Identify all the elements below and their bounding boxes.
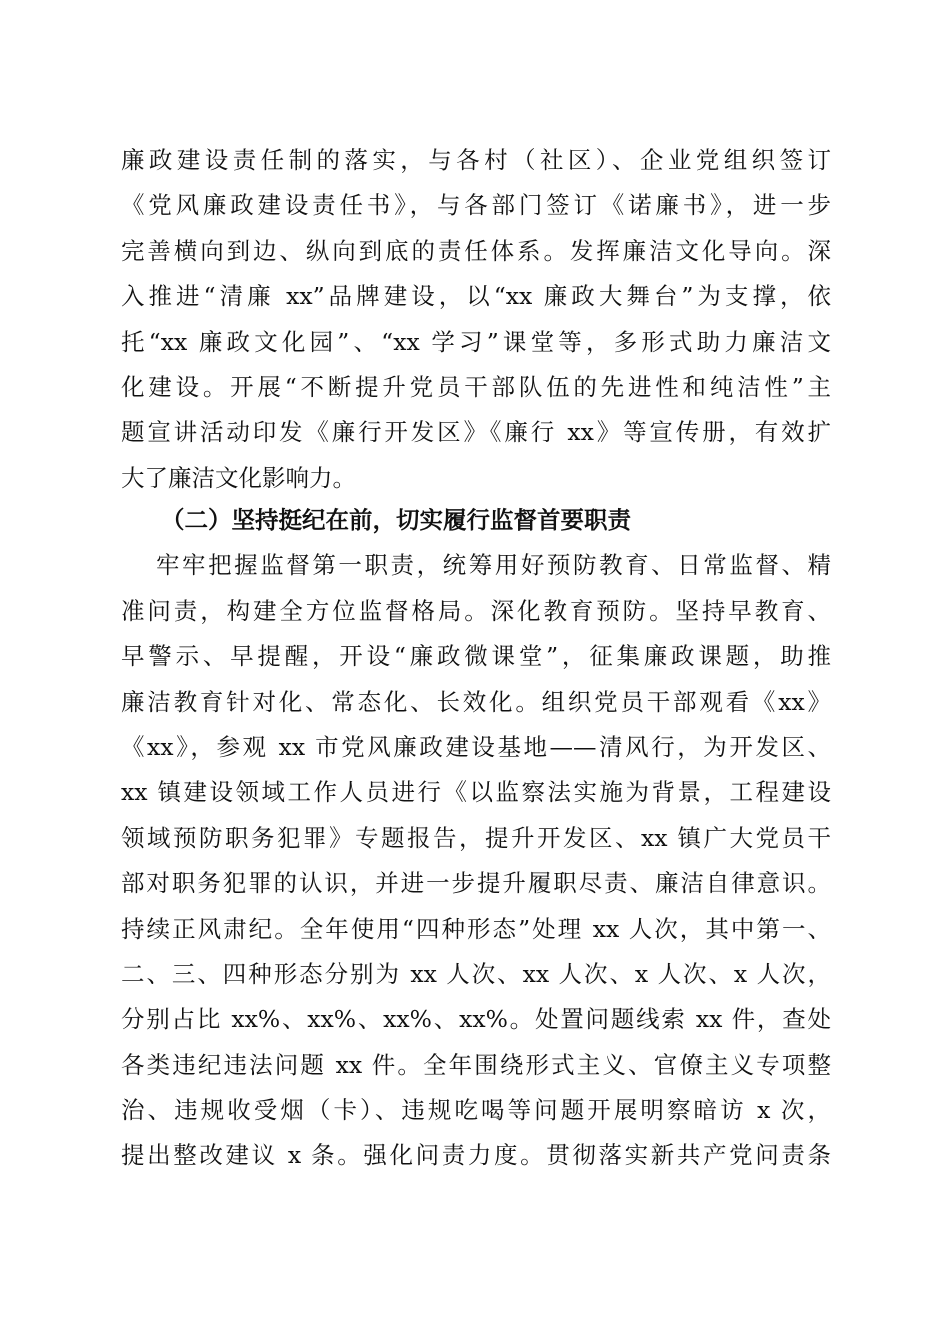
text-line: 二、三、四种形态分别为 xx 人次、xx 人次、x 人次、x 人次，	[121, 959, 831, 988]
section-heading: （二）坚持挺纪在前，切实履行监督首要职责	[161, 506, 631, 534]
text-line: 完善横向到边、纵向到底的责任体系。发挥廉洁文化导向。深	[121, 236, 831, 265]
text-line: 廉政建设责任制的落实，与各村（社区）、企业党组织签订	[121, 146, 831, 174]
text-line: 题宣讲活动印发《廉行开发区》《廉行 xx》等宣传册，有效扩	[121, 418, 831, 447]
text-line: 早警示、早提醒，开设“廉政微课堂”，征集廉政课题，助推	[121, 642, 831, 671]
text-line: 分别占比 xx%、xx%、xx%、xx%。处置问题线索 xx 件，查处	[121, 1005, 831, 1034]
text-line: 《党风廉政建设责任书》，与各部门签订《诺廉书》，进一步	[121, 191, 831, 220]
text-line: xx 镇建设领域工作人员进行《以监察法实施为背景，工程建设	[121, 778, 831, 807]
text-line: 准问责，构建全方位监督格局。深化教育预防。坚持早教育、	[121, 596, 831, 625]
text-line: 提出整改建议 x 条。强化问责力度。贯彻落实新共产党问责条	[121, 1141, 831, 1170]
text-line: 持续正风肃纪。全年使用“四种形态”处理 xx 人次，其中第一、	[121, 914, 831, 943]
text-line: 《xx》，参观 xx 市党风廉政建设基地——清风行，为开发区、	[121, 732, 831, 761]
text-line: 入推进“清廉 xx”品牌建设，以“xx 廉政大舞台”为支撑，依	[121, 282, 831, 311]
text-line: 各类违纪违法问题 xx 件。全年围绕形式主义、官僚主义专项整	[121, 1050, 831, 1079]
paragraph-responsibility	[121, 138, 831, 501]
text-line: 部对职务犯罪的认识，并进一步提升履职尽责、廉洁自律意识。	[121, 869, 831, 898]
text-line: 大了廉洁文化影响力。	[121, 463, 356, 492]
text-line: 领域预防职务犯罪》专题报告，提升开发区、xx 镇广大党员干	[121, 823, 831, 852]
text-line: 治、违规收受烟（卡）、违规吃喝等问题开展明察暗访 x 次，	[121, 1096, 831, 1125]
text-line: 化建设。开展“不断提升党员干部队伍的先进性和纯洁性”主	[121, 372, 831, 401]
text-line: 廉洁教育针对化、常态化、长效化。组织党员干部观看《xx》	[121, 687, 831, 716]
text-line: 牢牢把握监督第一职责，统筹用好预防教育、日常监督、精	[156, 551, 831, 580]
section-supervision	[121, 498, 831, 1179]
text-line: 托“xx 廉政文化园”、“xx 学习”课堂等，多形式助力廉洁文	[121, 327, 831, 356]
